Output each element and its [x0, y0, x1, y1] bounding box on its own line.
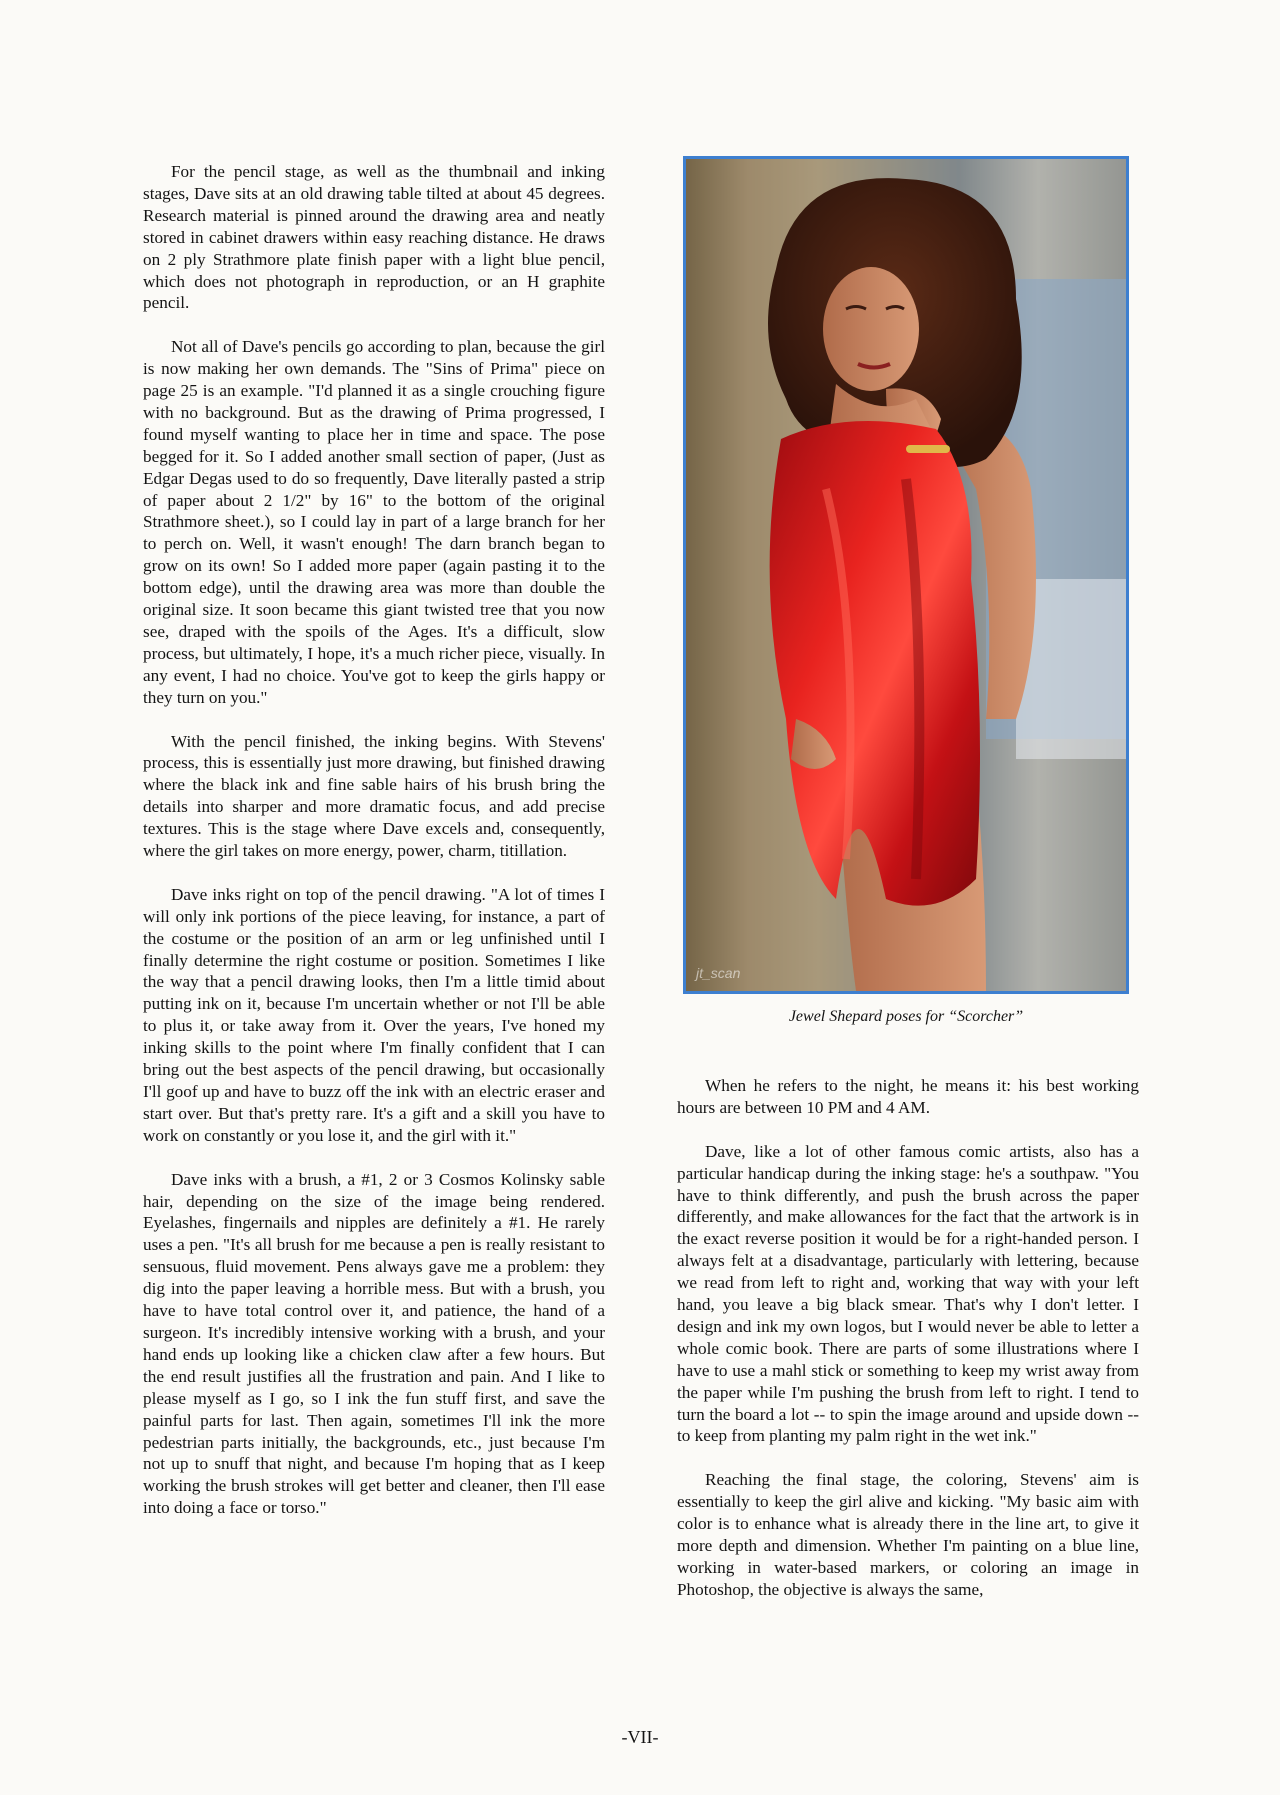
paragraph-inks-on-pencil: Dave inks right on top of the pencil drawing. "A lot of times I will only ink portions of the piece leaving, for instance, a part of the costume or the position of an arm or leg unfinished until I finally determine the right costume or position. Sometimes I like the way that a pencil drawing looks, then I'm a little timid about putting ink on it, because I'm uncertain whether or not I'll be able to plus it, or take away from it. Over the years, I've honed my inking skills to the point where I'm finally confident that I can bring out the best aspects of the pencil drawing, but occasionally I'll goof up and have to buzz off the ink with an electric eraser and start over. But that's pretty rare. It's a gift and a skill you have to work on constantly or you lose it, and the girl with it.": [143, 884, 605, 1145]
right-text-column: [677, 1075, 1139, 1623]
model-photo: [683, 156, 1129, 994]
paragraph-southpaw: Dave, like a lot of other famous comic artists, also has a particular handicap during the inking stage: he's a southpaw. "You have to think differently, and push the brush across the paper differently, and make allowances for the fact that the artwork is in the exact reverse position it would be for a right-handed person. I always felt at a disadvantage, particularly with lettering, because we read from left to right and, working that way with your left hand, you leave a big black smear. That's why I don't letter. I design and ink my own logos, but I would never be able to letter a whole comic book. There are parts of some illustrations where I have to use a mahl stick or something to keep my wrist away from the paper while I'm pushing the brush from left to right. I tend to turn the board a lot -- to spin the image around and upside down --to keep from planting my palm right in the wet ink.": [677, 1141, 1139, 1446]
page-number: -VII-: [621, 1727, 659, 1747]
paragraph-working-hours: When he refers to the night, he means it: his best working hours are between 10 PM and 4 AM.: [677, 1076, 1139, 1117]
paragraph-coloring-stage: Reaching the final stage, the coloring, Stevens' aim is essentially to keep the girl alive and kicking. "My basic aim with color is to enhance what is already there in the line art, to give it more depth and dimension. Whether I'm painting on a blue line, working in water-based markers, or coloring an image in Photoshop, the objective is always the same,: [677, 1470, 1139, 1599]
left-text-column: [143, 161, 605, 1541]
paragraph-brush-technique: Dave inks with a brush, a #1, 2 or 3 Cosmos Kolinsky sable hair, depending on the size of the image being rendered. Eyelashes, fingernails and nipples are definitely a #1. He rarely uses a pen. "It's all brush for me because a pen is really resistant to sensuous, fluid movement. Pens always gave me a problem: they dig into the paper leaving a horrible mess. But with a brush, you have to have total control over it, and patience, the hand of a surgeon. It's incredibly intensive working with a brush, and your hand ends up looking like a chicken claw after a few hours. But the end result justifies all the frustration and pain. And I like to please myself as I go, so I ink the fun stuff first, and save the painful parts for last. Then again, sometimes I'll ink the more pedestrian parts initially, the backgrounds, etc., just because I'm not up to snuff that night, and because I'm hoping that as I keep working the brush strokes will get better and cleaner, then I'll ease into doing a face or torso.": [143, 1169, 605, 1518]
photo-caption: Jewel Shepard poses for “Scorcher”: [788, 1008, 1024, 1025]
paragraph-sins-of-prima: Not all of Dave's pencils go according to plan, because the girl is now making her own demands. The "Sins of Prima" piece on page 25 is an example. "I'd planned it as a single crouching figure with no background. But as the drawing of Prima progressed, I found myself wanting to place her in time and space. The pose begged for it. So I added another small section of paper, (Just as Edgar Degas used to do so frequently, Dave literally pasted a strip of paper about 2 1/2" by 16" to the bottom of the original Strathmore sheet.), so I could lay in part of a large branch for her to perch on. Well, it wasn't enough! The darn branch began to grow on its own! So I added more paper (again pasting it to the bottom edge), until the drawing area was more than double the original size. It soon became this giant twisted tree that you now see, draped with the spoils of the Ages. It's a difficult, slow process, but ultimately, I hope, it's a much richer piece, visually. In any event, I had no choice. You've got to keep the girls happy or they turn on you.": [143, 337, 605, 707]
photo-watermark: jt_scan: [696, 965, 741, 981]
paragraph-pencil-stage: For the pencil stage, as well as the thumbnail and inking stages, Dave sits at an old drawing table tilted at about 45 degrees. Research material is pinned around the drawing area and neatly stored in cabinet drawers within easy reaching distance. He draws on 2 ply Strathmore plate finish paper with a light blue pencil, which does not photograph in reproduction, or an H graphite pencil.: [143, 162, 605, 313]
model-photo-illustration: [686, 159, 1126, 991]
paragraph-inking-begins: With the pencil finished, the inking begins. With Stevens' process, this is essentially just more drawing, but finished drawing where the black ink and fine sable hairs of his brush bring the details into sharper and more dramatic focus, and add precise textures. This is the stage where Dave excels and, consequently, where the girl takes on more energy, power, charm, titillation.: [143, 731, 605, 861]
